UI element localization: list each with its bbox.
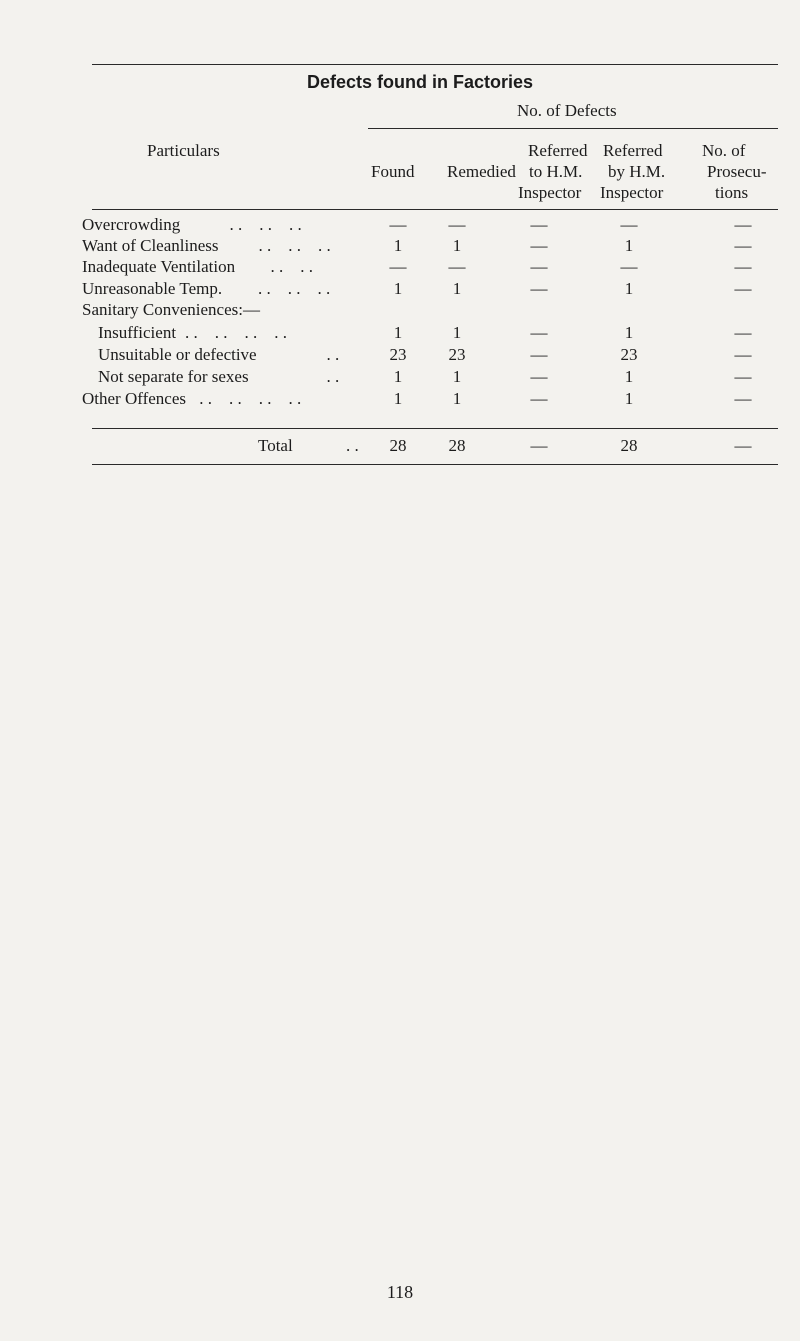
cell-found: 1 [393,389,403,408]
header-referred-by-line3: Inspector [600,183,664,202]
row-label: Inadequate Ventilation [82,257,236,276]
cell-remedied: — [448,257,466,276]
cell-prosecutions: — [734,389,752,408]
total-found: 28 [389,436,407,455]
row-leader: . . . . . . . . [185,323,287,342]
row-label: Insufficient [98,323,177,342]
cell-remedied: 1 [452,236,462,255]
cell-referred-to: — [530,323,548,342]
total-referred-to: — [530,436,548,455]
cell-referred-by: — [620,257,638,276]
cell-referred-by: 1 [624,367,634,386]
header-referred-by-line2: by H.M. [608,162,666,181]
row-label: Other Offences [82,389,187,408]
cell-referred-to: — [530,215,548,234]
cell-found: 1 [393,367,403,386]
table-subtitle: No. of Defects [517,101,617,120]
cell-remedied: 1 [452,323,462,342]
cell-remedied: 1 [452,367,462,386]
row-leader: . . . . . . . . [195,389,302,408]
row-leader: . . . . . . [258,279,331,298]
subtitle-rule [368,128,778,129]
cell-found: 1 [393,279,403,298]
header-prosecutions-line3: tions [715,183,749,202]
top-rule [92,64,778,65]
cell-referred-to: — [530,236,548,255]
header-rule [92,209,778,210]
cell-referred-to: — [530,345,548,364]
cell-found: 23 [389,345,407,364]
page-number: 118 [386,1282,414,1302]
cell-referred-to: — [530,367,548,386]
cell-prosecutions: — [734,345,752,364]
cell-found: 1 [393,236,403,255]
header-referred-to-line2: to H.M. [529,162,583,181]
cell-remedied: — [448,215,466,234]
cell-found: — [389,215,407,234]
header-prosecutions-line2: Prosecu- [707,162,767,181]
row-label: Unreasonable Temp. [82,279,223,298]
cell-referred-by: 1 [624,323,634,342]
cell-referred-by: 1 [624,236,634,255]
cell-remedied: 1 [452,279,462,298]
page-title: Defects found in Factories [306,72,534,92]
cell-prosecutions: — [734,279,752,298]
row-leader: . . . . [262,257,313,276]
cell-referred-by: — [620,215,638,234]
row-leader: . . [318,345,340,364]
header-found: Found [371,162,415,181]
header-prosecutions-line1: No. of [702,141,746,160]
header-remedied: Remedied [447,162,516,181]
cell-referred-by: 1 [624,279,634,298]
row-label: Overcrowding [82,215,181,234]
header-referred-to-line3: Inspector [518,183,582,202]
cell-remedied: 23 [448,345,466,364]
row-leader: . . . . . . [250,236,331,255]
row-leader: . . [318,367,340,386]
total-top-rule [92,428,778,429]
row-label: Not separate for sexes [98,367,249,386]
cell-referred-to: — [530,279,548,298]
row-label: Want of Cleanliness [82,236,219,255]
bottom-rule [92,464,778,465]
cell-prosecutions: — [734,215,752,234]
row-label: Sanitary Conveniences:— [82,300,260,319]
total-leader: . . [346,436,359,455]
cell-found: 1 [393,323,403,342]
cell-prosecutions: — [734,257,752,276]
cell-prosecutions: — [734,323,752,342]
total-referred-by: 28 [620,436,638,455]
total-prosecutions: — [734,436,752,455]
cell-referred-by: 23 [620,345,638,364]
cell-remedied: 1 [452,389,462,408]
cell-referred-to: — [530,389,548,408]
row-label: Unsuitable or defective [98,345,257,364]
header-referred-to-line1: Referred [528,141,588,160]
cell-referred-to: — [530,257,548,276]
cell-prosecutions: — [734,236,752,255]
header-referred-by-line1: Referred [603,141,663,160]
row-leader: . . . . . . [221,215,302,234]
total-remedied: 28 [448,436,466,455]
cell-referred-by: 1 [624,389,634,408]
total-label: Total [258,436,293,455]
cell-found: — [389,257,407,276]
header-particulars: Particulars [147,141,220,160]
cell-prosecutions: — [734,367,752,386]
